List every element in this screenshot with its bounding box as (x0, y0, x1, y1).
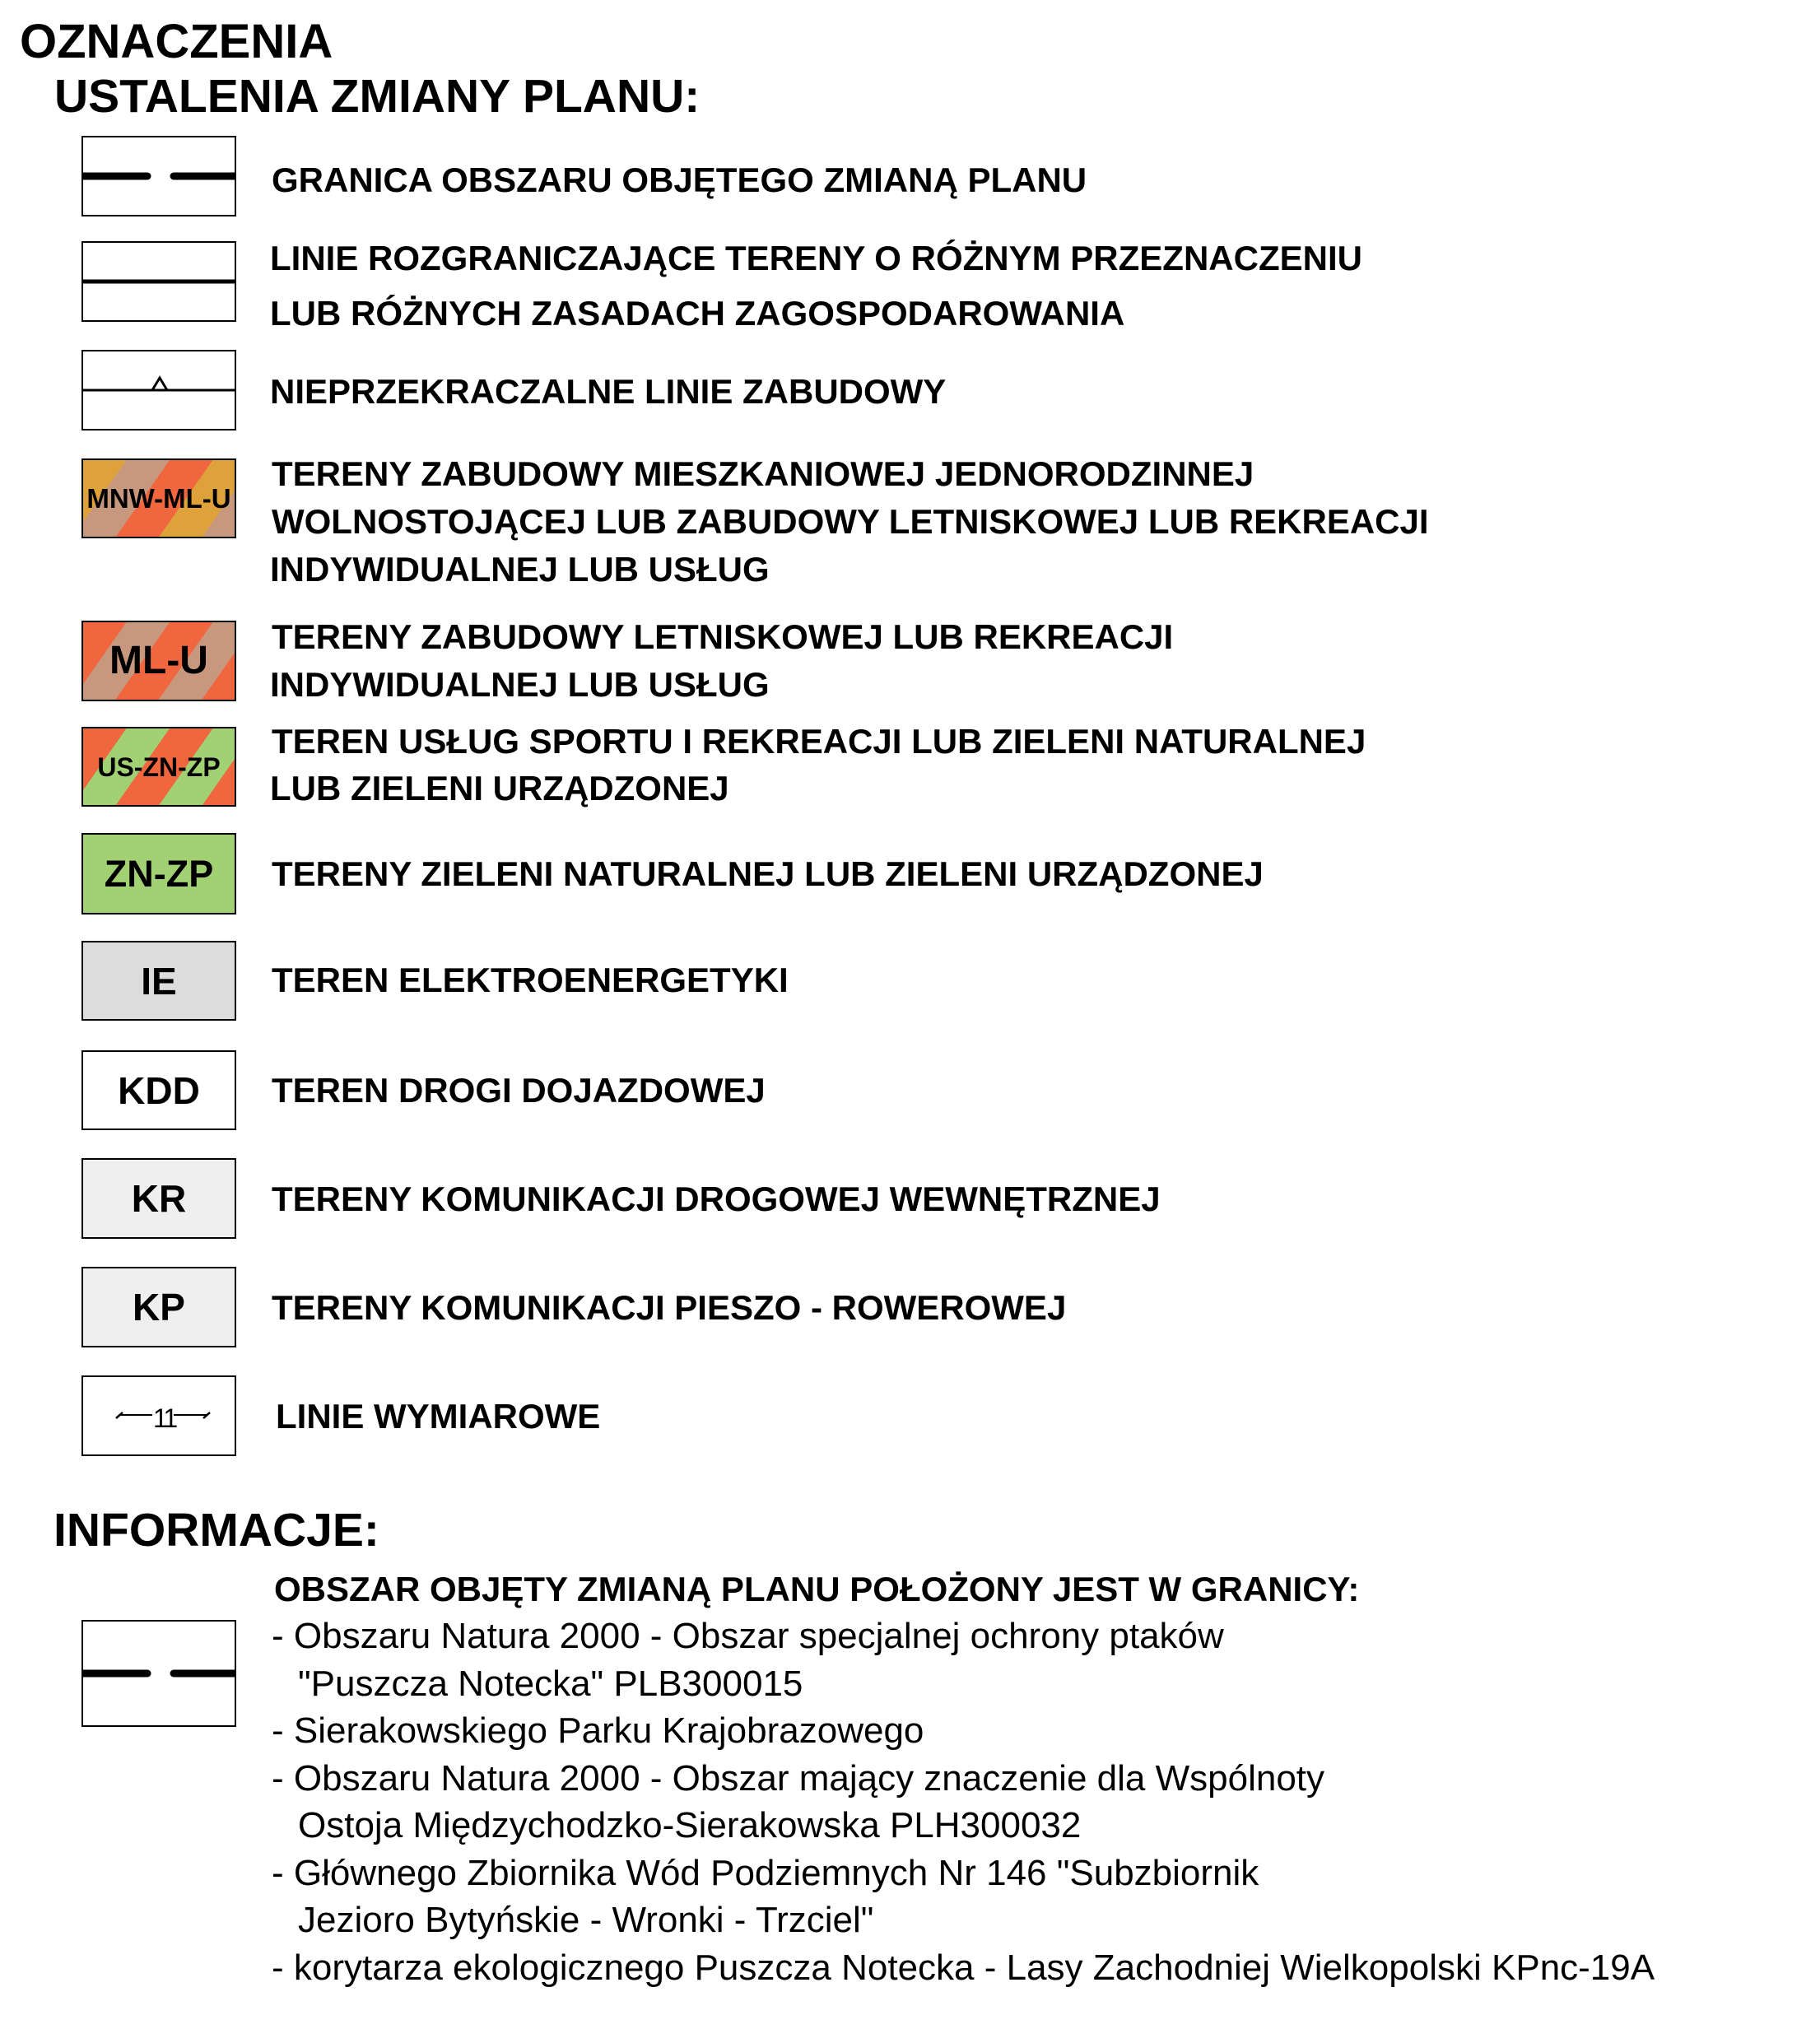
info-line: - Obszaru Natura 2000 - Obszar mający znaczenie dla Wspólnoty (272, 1758, 1325, 1799)
info-line: - Głównego Zbiornika Wód Podziemnych Nr 146 "Subzbiornik (272, 1853, 1259, 1893)
swatch-ie (81, 941, 236, 1021)
legend-label: TERENY ZABUDOWY LETNISKOWEJ LUB REKREACJI (272, 617, 1174, 656)
legend-label: INDYWIDUALNEJ LUB USŁUG (270, 550, 770, 589)
info-line: - Sierakowskiego Parku Krajobrazowego (272, 1710, 924, 1751)
legend-label: WOLNOSTOJĄCEJ LUB ZABUDOWY LETNISKOWEJ LUB REKREACJI (272, 502, 1429, 541)
legend-label: LINIE ROZGRANICZAJĄCE TERENY O RÓŻNYM PRZEZNACZENIU (270, 239, 1362, 277)
boundary-line-symbol (81, 136, 236, 216)
legend-label: TERENY KOMUNIKACJI PIESZO - ROWEROWEJ (272, 1288, 1067, 1327)
dashed-line-icon (83, 137, 236, 216)
demarcation-line-symbol (81, 241, 236, 322)
building-line-symbol (81, 350, 236, 430)
swatch-code: IE (141, 959, 177, 1003)
swatch-zn-zp (81, 833, 236, 914)
swatch-code: KR (131, 1177, 187, 1220)
legend-label: TERENY ZIELENI NATURALNEJ LUB ZIELENI URZĄDZONEJ (272, 854, 1264, 893)
swatch-code: MNW-ML-U (86, 483, 231, 514)
info-line: Ostoja Międzychodzko-Sierakowska PLH300032 (298, 1805, 1082, 1845)
legend-label: GRANICA OBSZARU OBJĘTEGO ZMIANĄ PLANU (272, 161, 1087, 199)
info-line: Jezioro Bytyńskie - Wronki - Trzciel" (298, 1900, 874, 1940)
info-line: - korytarza ekologicznego Puszcza Notecka - Lasy Zachodniej Wielkopolski KPnc-19A (272, 1948, 1655, 1988)
swatch-code: ZN-ZP (104, 853, 214, 895)
swatch-us-zn-zp (81, 727, 236, 807)
swatch-code: KDD (118, 1068, 200, 1112)
legend-label: NIEPRZEKRACZALNE LINIE ZABUDOWY (270, 372, 947, 411)
swatch-ml-u (81, 621, 236, 701)
legend-label: LUB RÓŻNYCH ZASADACH ZAGOSPODAROWANIA (270, 294, 1125, 333)
legend-label: TEREN USŁUG SPORTU I REKREACJI LUB ZIELENI NATURALNEJ (272, 722, 1366, 761)
legend-title: OZNACZENIA (20, 15, 333, 68)
legend-label: TERENY ZABUDOWY MIESZKANIOWEJ JEDNORODZINNEJ (272, 454, 1254, 493)
swatch-code: ML-U (109, 639, 208, 682)
legend-label: TEREN DROGI DOJAZDOWEJ (272, 1071, 766, 1110)
info-line: "Puszcza Notecka" PLB300015 (298, 1664, 803, 1704)
building-line-icon (83, 351, 236, 430)
swatch-kr (81, 1158, 236, 1239)
legend-label: LUB ZIELENI URZĄDZONEJ (270, 769, 729, 807)
swatch-kdd (81, 1050, 236, 1130)
legend-label: INDYWIDUALNEJ LUB USŁUG (270, 665, 770, 704)
swatch-code: US-ZN-ZP (97, 752, 221, 782)
legend-label: TERENY KOMUNIKACJI DROGOWEJ WEWNĘTRZNEJ (272, 1180, 1161, 1218)
section-heading-settlements: USTALENIA ZMIANY PLANU: (54, 70, 701, 123)
legend-label: TEREN ELEKTROENERGETYKI (272, 961, 789, 999)
dimension-line-symbol (81, 1375, 236, 1456)
swatch-mnw-ml-u (81, 458, 236, 538)
info-title: OBSZAR OBJĘTY ZMIANĄ PLANU POŁOŻONY JEST W GRANICY: (274, 1570, 1360, 1608)
section-heading-info: INFORMACJE: (54, 1504, 379, 1557)
legend-label: LINIE WYMIAROWE (276, 1397, 601, 1436)
dashed-line-icon (83, 1622, 236, 1727)
info-boundary-symbol (81, 1620, 236, 1727)
swatch-kp (81, 1267, 236, 1347)
swatch-code: KP (133, 1286, 185, 1329)
info-line: - Obszaru Natura 2000 - Obszar specjalnej ochrony ptaków (272, 1616, 1224, 1656)
solid-line-icon (83, 243, 236, 322)
dimension-value: 11 (153, 1403, 176, 1433)
